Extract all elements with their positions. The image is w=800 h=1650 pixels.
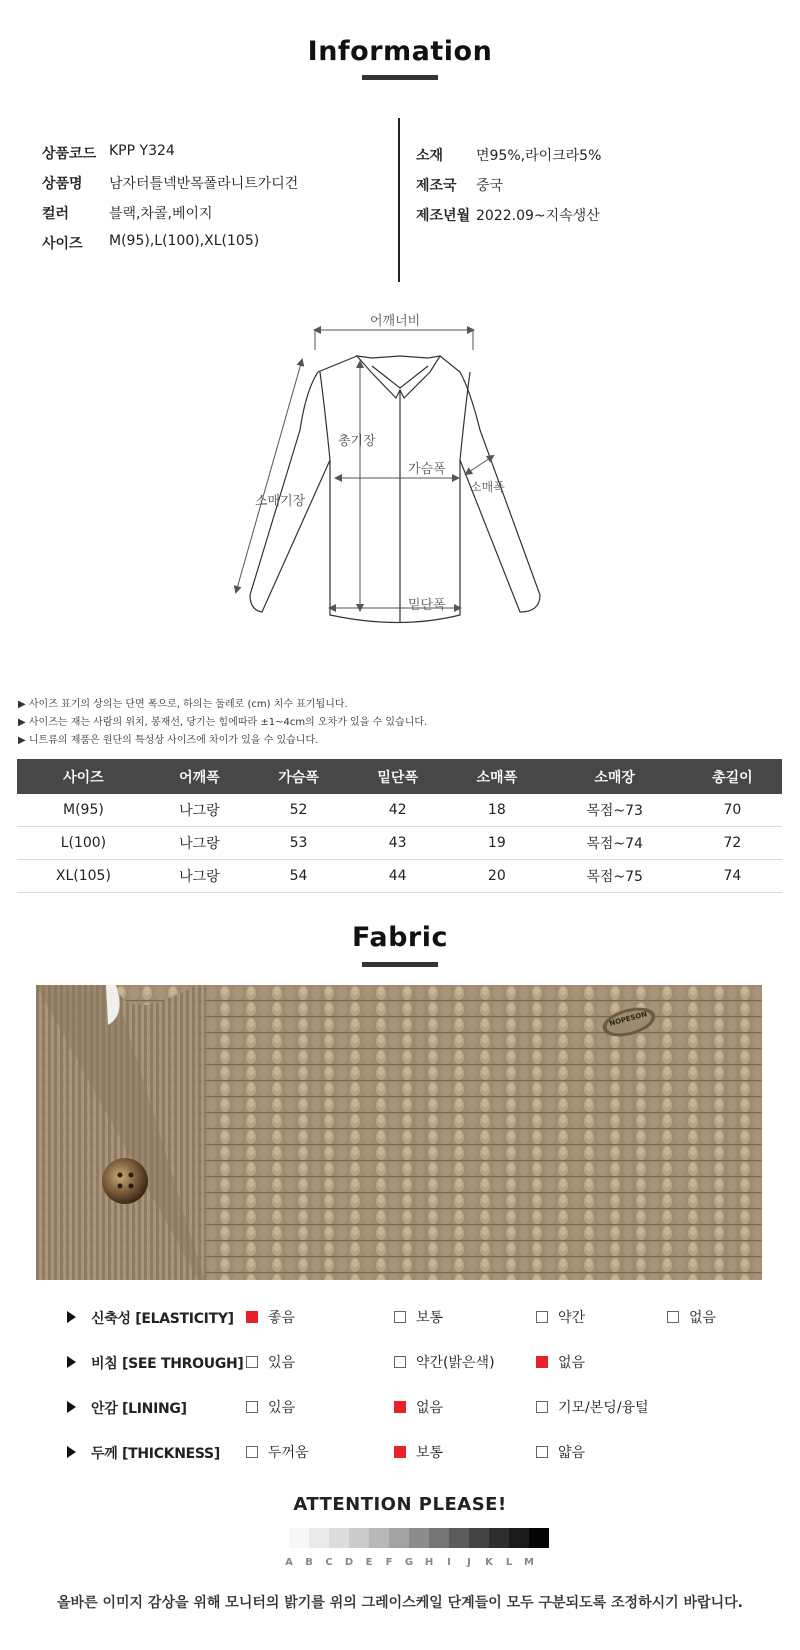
option-see-through-yes <box>246 1352 295 1372</box>
option-label: 약간(밝은색) <box>416 1355 495 1371</box>
fabric-photo <box>36 985 762 1280</box>
option-see-through-none <box>536 1352 585 1372</box>
prop-label-thickness: 두께 [THICKNESS] <box>91 1446 220 1462</box>
table-cell: L(100) <box>17 827 150 860</box>
table-cell: 목점~73 <box>546 794 682 827</box>
button-icon <box>102 1158 148 1204</box>
information-title: Information <box>307 36 493 67</box>
table-cell: 72 <box>683 827 782 860</box>
option-label: 보통 <box>416 1310 444 1326</box>
info-label-country: 제조국 <box>416 178 457 194</box>
col-header: 어깨폭 <box>150 759 249 794</box>
gray-letter: J <box>467 1557 471 1568</box>
col-header: 밑단폭 <box>348 759 447 794</box>
info-label-name: 상품명 <box>42 176 83 192</box>
option-lining-none <box>394 1397 443 1417</box>
gray-letter: M <box>524 1557 534 1568</box>
checkbox-checked-icon <box>246 1311 258 1323</box>
option-label: 좋음 <box>268 1310 296 1326</box>
size-note-3: ▶ 니트류의 제품은 원단의 특성상 사이즈에 차이가 있을 수 있습니다. <box>18 735 319 746</box>
checkbox-icon <box>536 1446 548 1458</box>
info-label-material: 소재 <box>416 148 444 164</box>
table-row <box>17 860 782 893</box>
option-elasticity-good <box>246 1307 295 1327</box>
gray-letter: E <box>365 1557 373 1568</box>
gray-swatch <box>509 1528 529 1548</box>
bullet-triangle-icon <box>67 1446 76 1458</box>
option-label: 있음 <box>268 1355 296 1371</box>
gray-letter: D <box>344 1557 354 1568</box>
info-label-date: 제조년월 <box>416 208 471 224</box>
option-thickness-normal <box>394 1442 443 1462</box>
info-divider <box>398 118 400 282</box>
gray-letter: F <box>385 1557 393 1568</box>
table-cell: 18 <box>447 794 546 827</box>
diagram-label-hem: 밑단폭 <box>408 598 446 613</box>
checkbox-icon <box>246 1446 258 1458</box>
gray-swatch <box>329 1528 349 1548</box>
table-cell: 74 <box>683 860 782 893</box>
fabric-texture <box>36 985 762 1280</box>
info-value-country: 중국 <box>476 178 504 194</box>
table-cell: 54 <box>249 860 348 893</box>
option-label: 있음 <box>268 1400 296 1416</box>
bullet-triangle-icon <box>67 1311 76 1323</box>
bullet-triangle-icon <box>67 1401 76 1413</box>
table-row <box>17 827 782 860</box>
col-header: 소매폭 <box>447 759 546 794</box>
table-cell: 나그랑 <box>150 827 249 860</box>
gray-letter: I <box>447 1557 451 1568</box>
title-underline <box>362 75 438 80</box>
col-header: 사이즈 <box>17 759 150 794</box>
size-diagram <box>0 300 800 650</box>
attention-note: 올바른 이미지 감상을 위해 모니터의 밝기를 위의 그레이스케일 단계들이 모두 구분되도록 조정하시기 바랍니다. <box>57 1595 743 1611</box>
col-header: 소매장 <box>546 759 682 794</box>
gray-letter: K <box>485 1557 493 1568</box>
option-label: 보통 <box>416 1445 444 1461</box>
table-cell: 목점~74 <box>546 827 682 860</box>
option-label: 약간 <box>558 1310 586 1326</box>
attention-title: ATTENTION PLEASE! <box>293 1494 507 1515</box>
table-cell: 52 <box>249 794 348 827</box>
gray-swatch <box>389 1528 409 1548</box>
checkbox-icon <box>536 1401 548 1413</box>
prop-label-elasticity: 신축성 [ELASTICITY] <box>91 1311 234 1327</box>
table-cell: 나그랑 <box>150 860 249 893</box>
option-lining-fleece <box>536 1397 649 1417</box>
checkbox-icon <box>394 1356 406 1368</box>
info-value-material: 면95%,라이크라5% <box>476 148 602 164</box>
gray-letter: B <box>305 1557 313 1568</box>
gray-swatch <box>309 1528 329 1548</box>
option-lining-yes <box>246 1397 295 1417</box>
checkbox-icon <box>246 1401 258 1413</box>
gray-swatch <box>289 1528 309 1548</box>
size-table <box>17 759 782 893</box>
option-thickness-thin <box>536 1442 585 1462</box>
table-cell: 53 <box>249 827 348 860</box>
option-label: 기모/본딩/융털 <box>558 1400 649 1416</box>
size-table-header <box>17 759 782 794</box>
gray-swatch <box>529 1528 549 1548</box>
info-value-name: 남자터틀넥반목폴라니트가디건 <box>109 176 299 192</box>
table-cell: 20 <box>447 860 546 893</box>
checkbox-checked-icon <box>394 1446 406 1458</box>
info-value-code: KPP Y324 <box>109 143 175 159</box>
checkbox-checked-icon <box>394 1401 406 1413</box>
checkbox-icon <box>667 1311 679 1323</box>
checkbox-icon <box>394 1311 406 1323</box>
table-cell: XL(105) <box>17 860 150 893</box>
diagram-label-length: 총기장 <box>338 434 376 449</box>
diagram-label-shoulder: 어깨너비 <box>370 314 421 329</box>
sleeve-length-arrow <box>236 360 302 592</box>
gray-letter: A <box>285 1557 293 1568</box>
info-label-code: 상품코드 <box>42 146 97 162</box>
gray-letter: L <box>505 1557 513 1568</box>
option-elasticity-normal <box>394 1307 443 1327</box>
table-cell: 44 <box>348 860 447 893</box>
gray-letter: G <box>404 1557 414 1568</box>
table-cell: 19 <box>447 827 546 860</box>
gray-swatch <box>489 1528 509 1548</box>
col-header: 가슴폭 <box>249 759 348 794</box>
table-cell: 목점~75 <box>546 860 682 893</box>
gray-swatch <box>409 1528 429 1548</box>
brand-badge-text: NOPESON <box>608 1010 648 1028</box>
diagram-label-chest: 가슴폭 <box>408 462 446 477</box>
gray-letter: C <box>325 1557 333 1568</box>
gray-letter: H <box>424 1557 434 1568</box>
diagram-label-sleeve-length: 소매기장 <box>255 494 306 509</box>
col-header: 총길이 <box>683 759 782 794</box>
gray-swatch <box>349 1528 369 1548</box>
checkbox-checked-icon <box>536 1356 548 1368</box>
option-label: 없음 <box>558 1355 586 1371</box>
checkbox-icon <box>536 1311 548 1323</box>
gray-swatch <box>469 1528 489 1548</box>
table-cell: M(95) <box>17 794 150 827</box>
option-label: 없음 <box>689 1310 717 1326</box>
info-value-date: 2022.09~지속생산 <box>476 208 600 224</box>
fabric-title-underline <box>362 962 438 967</box>
table-row <box>17 794 782 827</box>
gray-swatch <box>369 1528 389 1548</box>
gray-swatch <box>429 1528 449 1548</box>
size-note-1: ▶ 사이즈 표기의 상의는 단면 폭으로, 하의는 둘레로 (cm) 치수 표기됩니다. <box>18 699 348 710</box>
option-label: 두꺼움 <box>268 1445 309 1461</box>
size-note-2: ▶ 사이즈는 재는 사람의 위치, 봉재선, 당기는 힘에따라 ±1~4cm의 오차가 있을 수 있습니다. <box>18 717 428 728</box>
prop-label-lining: 안감 [LINING] <box>91 1401 187 1417</box>
diagram-label-sleeve-width: 소매폭 <box>470 480 505 494</box>
info-label-size: 사이즈 <box>42 236 83 252</box>
option-label: 얇음 <box>558 1445 586 1461</box>
sleeve-width-arrow <box>466 456 493 474</box>
option-see-through-slight <box>394 1352 495 1372</box>
table-cell: 43 <box>348 827 447 860</box>
table-cell: 70 <box>683 794 782 827</box>
option-label: 없음 <box>416 1400 444 1416</box>
bullet-triangle-icon <box>67 1356 76 1368</box>
info-value-color: 블랙,차콜,베이지 <box>109 206 213 222</box>
option-elasticity-none <box>667 1307 716 1327</box>
info-value-size: M(95),L(100),XL(105) <box>109 233 260 249</box>
option-elasticity-slight <box>536 1307 585 1327</box>
table-cell: 42 <box>348 794 447 827</box>
table-cell: 나그랑 <box>150 794 249 827</box>
info-label-color: 컬러 <box>42 206 70 222</box>
checkbox-icon <box>246 1356 258 1368</box>
option-thickness-thick <box>246 1442 309 1462</box>
prop-label-see-through: 비침 [SEE THROUGH] <box>91 1356 244 1372</box>
fabric-title: Fabric <box>352 922 448 953</box>
gray-swatch <box>449 1528 469 1548</box>
